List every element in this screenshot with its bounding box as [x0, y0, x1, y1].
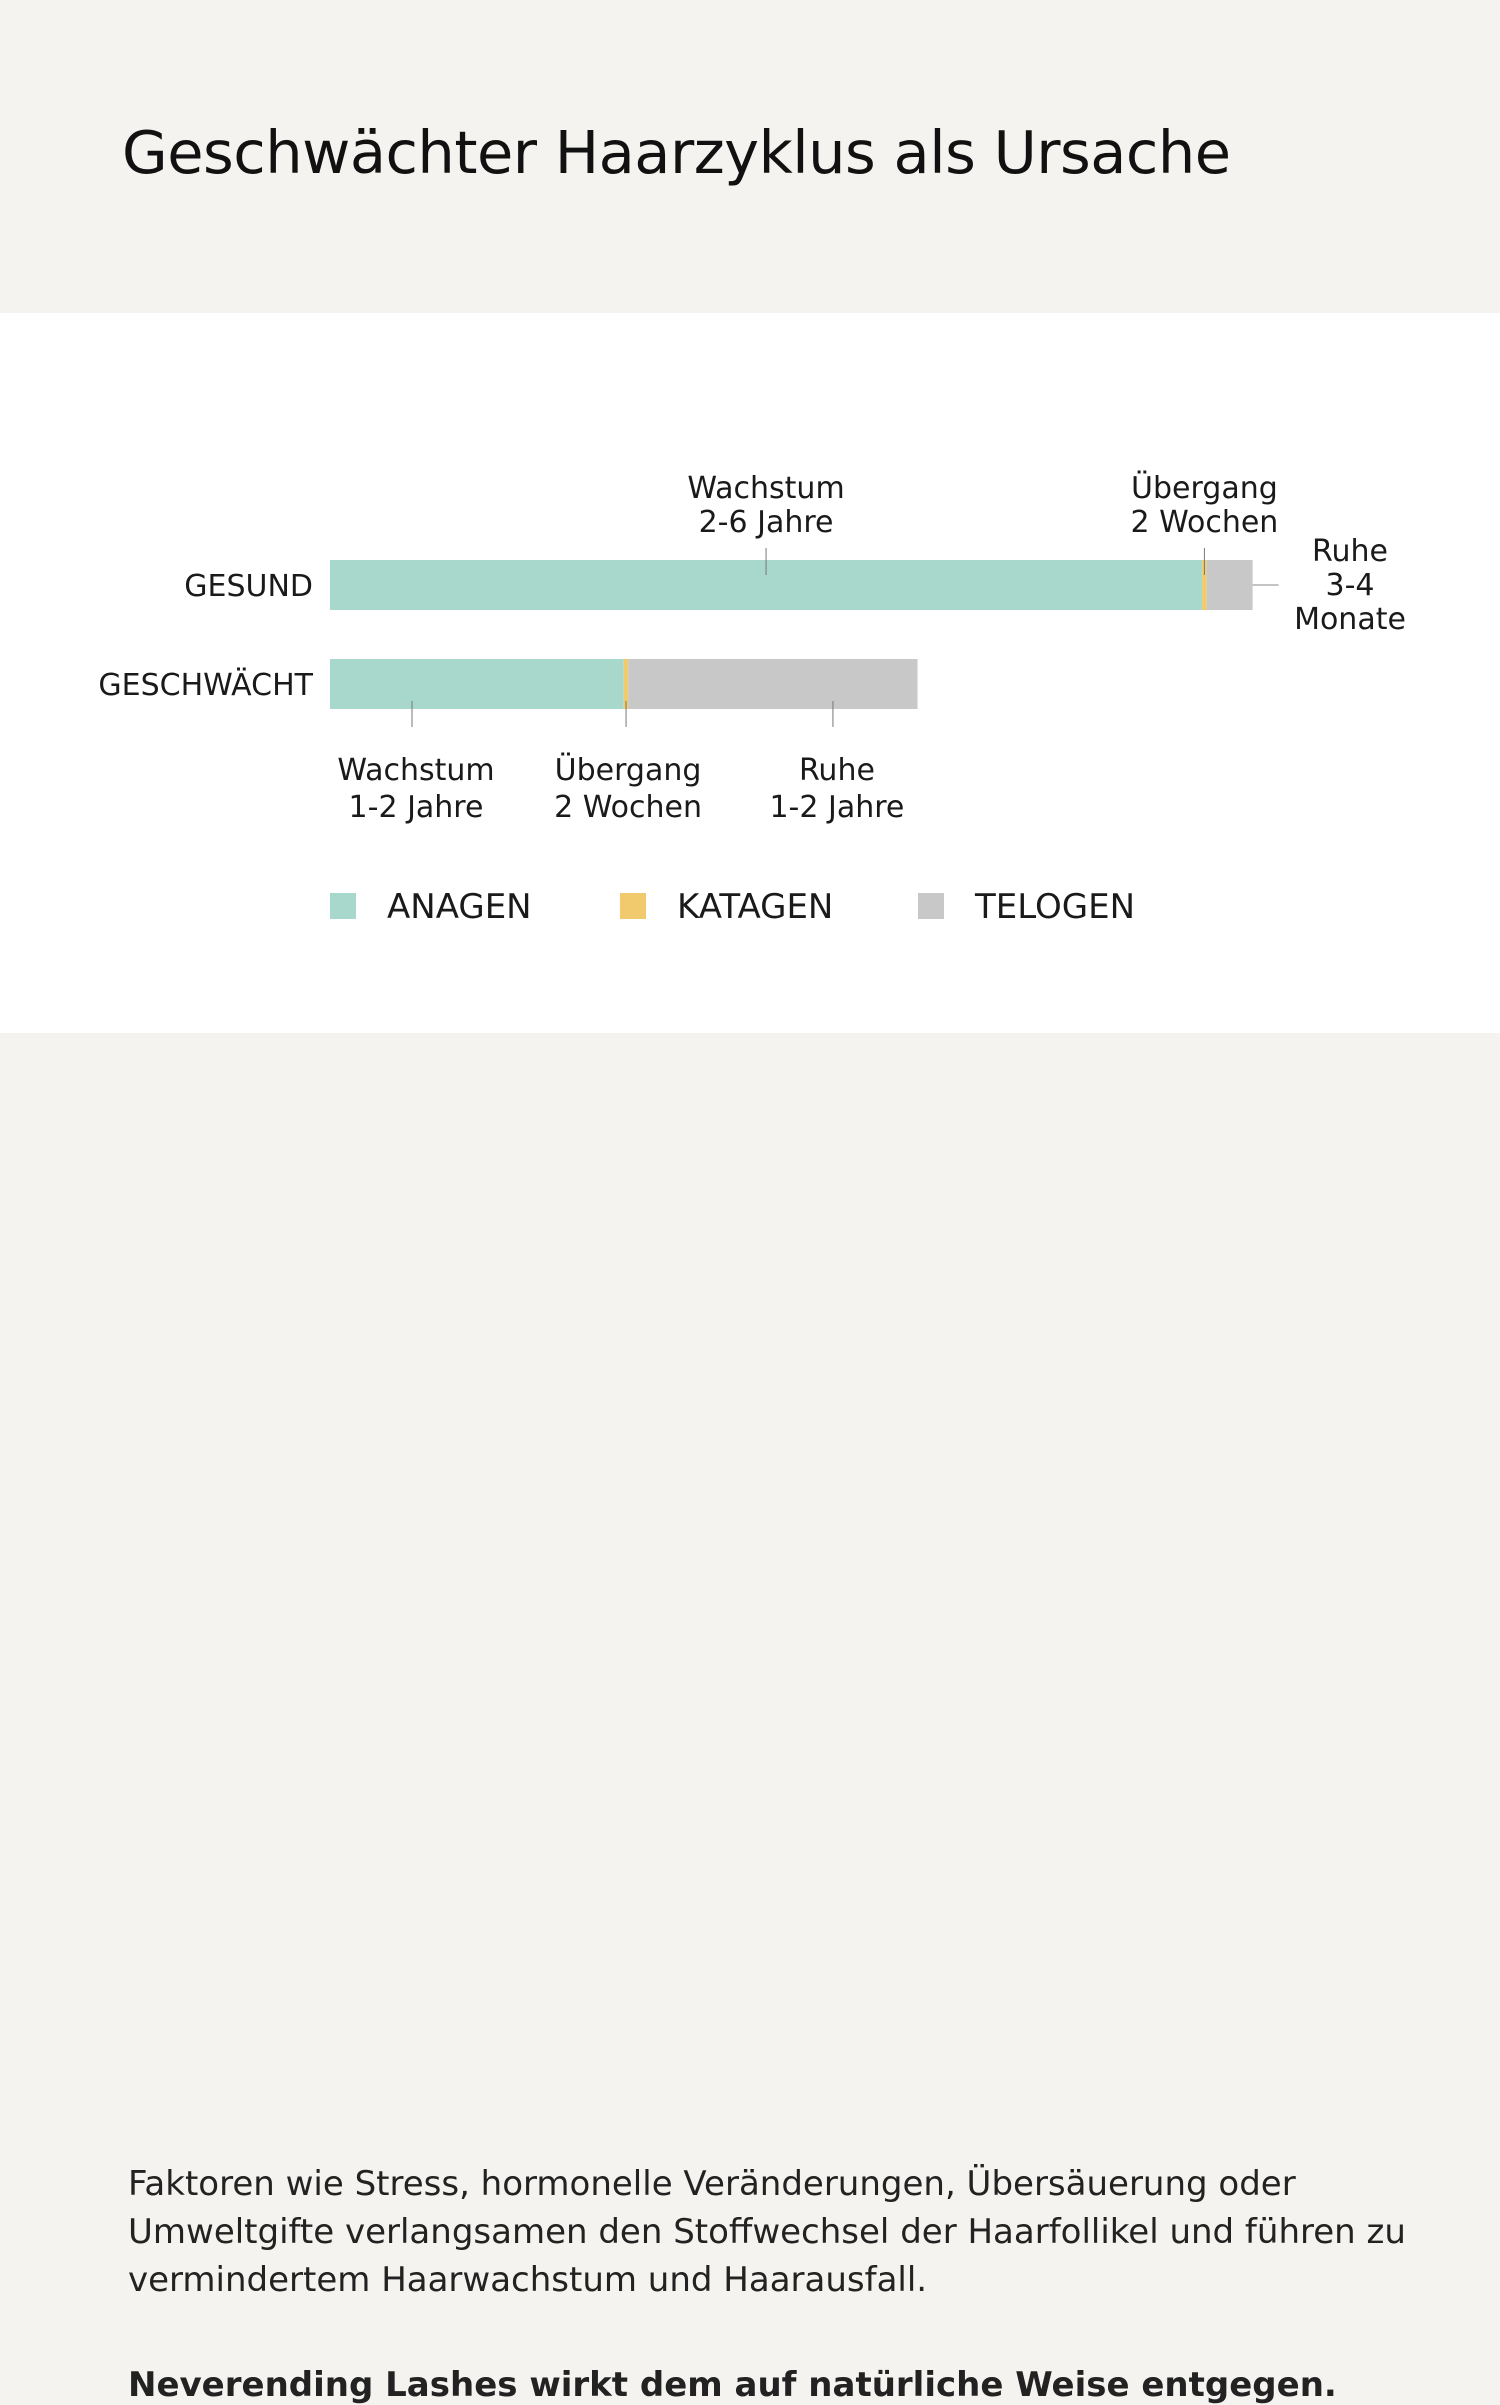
- bar-geschwaecht-anagen: [330, 659, 624, 709]
- annotation-gesund-katagen: Übergang 2 Wochen: [1130, 471, 1279, 540]
- legend-label-telogen: TELOGEN: [975, 887, 1136, 927]
- row-label-gesund: GESUND: [184, 569, 313, 604]
- legend-label-anagen: ANAGEN: [387, 887, 532, 927]
- page-title: Geschwächter Haarzyklus als Ursache: [122, 118, 1231, 187]
- row-label-geschwaecht: GESCHWÄCHT: [98, 668, 313, 703]
- title-band: [0, 0, 1500, 313]
- text-band: [0, 1033, 1500, 2405]
- legend-label-katagen: KATAGEN: [677, 887, 834, 927]
- chart-panel: [0, 313, 1500, 1033]
- annotation-gesund-telogen: Ruhe 3-4 Monate: [1294, 534, 1406, 637]
- annotation-geschwaecht-anagen: Wachstum 1-2 Jahre: [337, 753, 495, 825]
- bar-gesund-telogen: [1207, 560, 1253, 610]
- legend-swatch-anagen: [330, 893, 356, 919]
- bar-geschwaecht-telogen: [628, 659, 917, 709]
- product-claim: Neverending Lashes wirkt dem auf natürliche Weise entgegen.: [128, 2365, 1337, 2405]
- legend-swatch-telogen: [918, 893, 944, 919]
- hair-cycle-chart: [0, 313, 1500, 1033]
- annotation-geschwaecht-katagen: Übergang 2 Wochen: [554, 753, 702, 825]
- description-text: Faktoren wie Stress, hormonelle Veränderungen, Übersäuerung oder Umweltgifte verlangsamen den Stoffwechsel der Haarfollikel und führen zu vermindertem Haarwachstum und Haarausfall.: [128, 2164, 1406, 2300]
- legend-swatch-katagen: [620, 893, 646, 919]
- annotation-gesund-anagen: Wachstum 2-6 Jahre: [687, 471, 845, 540]
- annotation-geschwaecht-telogen: Ruhe 1-2 Jahre: [769, 753, 905, 825]
